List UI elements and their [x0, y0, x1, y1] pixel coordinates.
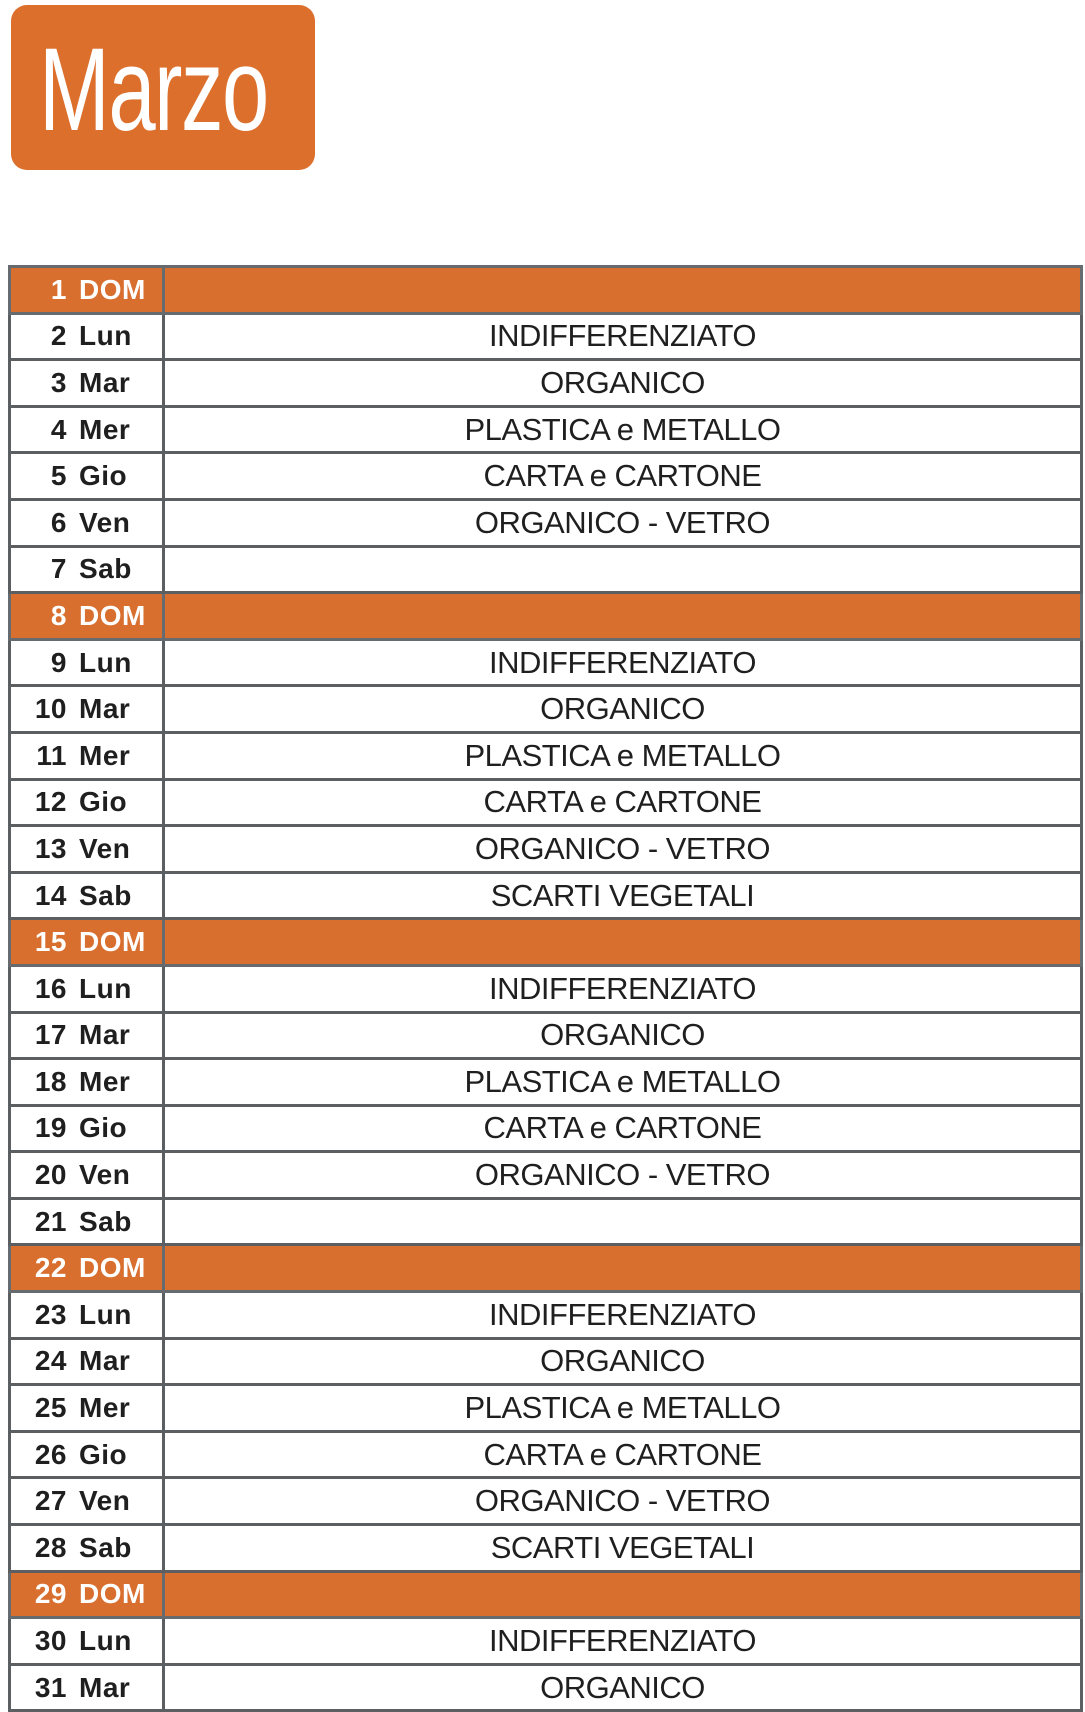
day-cell: [10, 1338, 164, 1385]
day-number: 11: [36, 739, 67, 771]
day-number: 25: [34, 1392, 67, 1424]
weekday-name: Mar: [79, 1345, 131, 1377]
calendar-row: [10, 1012, 1082, 1059]
calendar-row: [10, 779, 1082, 826]
day-cell: [10, 826, 164, 873]
collection-service: [164, 267, 1082, 314]
day-cell: [10, 732, 164, 779]
day-number: 27: [34, 1485, 67, 1517]
collection-service: PLASTICA e METALLO: [164, 1385, 1082, 1432]
collection-service: ORGANICO: [164, 1664, 1082, 1711]
calendar-row-sunday: [10, 593, 1082, 640]
day-cell: [10, 872, 164, 919]
day-label: [11, 1526, 162, 1570]
weekday-name: Gio: [79, 460, 128, 492]
day-cell: [10, 1571, 164, 1618]
calendar-row: [10, 406, 1082, 453]
day-number: 10: [34, 693, 67, 725]
day-cell: [10, 1245, 164, 1292]
day-number: 30: [34, 1625, 67, 1657]
day-number: 19: [34, 1112, 67, 1144]
weekday-name: Lun: [79, 1298, 132, 1330]
weekday-name: Mer: [79, 413, 131, 445]
day-number: 28: [34, 1531, 67, 1563]
calendar-row-sunday: [10, 919, 1082, 966]
collection-service: [164, 546, 1082, 593]
collection-service: PLASTICA e METALLO: [164, 732, 1082, 779]
day-cell: [10, 686, 164, 733]
day-cell: [10, 1478, 164, 1525]
calendar-row: [10, 453, 1082, 500]
calendar-row: [10, 1385, 1082, 1432]
day-cell: [10, 1292, 164, 1339]
collection-service: ORGANICO: [164, 1338, 1082, 1385]
collection-service: INDIFFERENZIATO: [164, 313, 1082, 360]
collection-service: [164, 1198, 1082, 1245]
weekday-name: Ven: [79, 1159, 131, 1191]
collection-service: [164, 1245, 1082, 1292]
day-number: 16: [34, 972, 67, 1004]
weekday-name: Ven: [79, 506, 131, 538]
day-number: 23: [34, 1298, 67, 1330]
weekday-name: Mar: [79, 1671, 131, 1703]
day-number: 3: [50, 366, 67, 398]
day-cell: [10, 1664, 164, 1711]
day-label: [11, 1340, 162, 1384]
day-label: [11, 501, 162, 545]
calendar-row: [10, 1152, 1082, 1199]
weekday-name: Lun: [79, 646, 132, 678]
day-cell: [10, 453, 164, 500]
calendar-row: [10, 1338, 1082, 1385]
day-label: [11, 781, 162, 825]
calendar-row: [10, 1525, 1082, 1572]
calendar-row: [10, 546, 1082, 593]
weekday-name: Mar: [79, 1019, 131, 1051]
collection-calendar-table: [8, 265, 1083, 1712]
day-label: [11, 548, 162, 592]
collection-service: CARTA e CARTONE: [164, 1431, 1082, 1478]
calendar-row-sunday: [10, 267, 1082, 314]
collection-service: ORGANICO - VETRO: [164, 499, 1082, 546]
day-number: 21: [34, 1205, 67, 1237]
calendar-row: [10, 360, 1082, 407]
calendar-row: [10, 686, 1082, 733]
weekday-name: Lun: [79, 320, 132, 352]
calendar-row: [10, 639, 1082, 686]
day-number: 26: [34, 1438, 67, 1470]
day-number: 9: [50, 646, 67, 678]
day-cell: [10, 919, 164, 966]
day-label: [11, 920, 162, 964]
calendar-row: [10, 499, 1082, 546]
day-number: 17: [34, 1019, 67, 1051]
day-label: [11, 1060, 162, 1104]
calendar-row: [10, 1431, 1082, 1478]
day-label: [11, 268, 162, 312]
day-label: [11, 1014, 162, 1058]
weekday-name: Lun: [79, 972, 132, 1004]
day-number: 1: [50, 273, 67, 305]
day-number: 31: [34, 1671, 67, 1703]
day-cell: [10, 313, 164, 360]
calendar-row: [10, 1618, 1082, 1665]
day-cell: [10, 1525, 164, 1572]
weekday-name: Mer: [79, 739, 131, 771]
day-number: 12: [34, 786, 67, 818]
weekday-name: Sab: [79, 879, 132, 911]
day-number: 7: [50, 553, 67, 585]
day-cell: [10, 1059, 164, 1106]
day-label: [11, 408, 162, 452]
collection-service: ORGANICO - VETRO: [164, 1478, 1082, 1525]
day-number: 6: [50, 506, 67, 538]
collection-service: CARTA e CARTONE: [164, 779, 1082, 826]
collection-service: CARTA e CARTONE: [164, 453, 1082, 500]
calendar-row: [10, 1292, 1082, 1339]
weekday-name: Gio: [79, 786, 128, 818]
day-cell: [10, 1618, 164, 1665]
day-cell: [10, 360, 164, 407]
weekday-name: DOM: [79, 599, 146, 631]
day-label: [11, 315, 162, 359]
collection-service: INDIFFERENZIATO: [164, 1618, 1082, 1665]
collection-service: INDIFFERENZIATO: [164, 965, 1082, 1012]
collection-service: ORGANICO: [164, 360, 1082, 407]
day-cell: [10, 1152, 164, 1199]
day-cell: [10, 406, 164, 453]
weekday-name: Gio: [79, 1438, 128, 1470]
day-label: [11, 1293, 162, 1337]
day-label: [11, 1386, 162, 1430]
day-label: [11, 1479, 162, 1523]
weekday-name: DOM: [79, 1578, 146, 1610]
calendar-row: [10, 872, 1082, 919]
day-cell: [10, 639, 164, 686]
day-number: 18: [34, 1065, 67, 1097]
day-label: [11, 361, 162, 405]
day-number: 15: [34, 926, 67, 958]
calendar-row: [10, 826, 1082, 873]
day-label: [11, 1107, 162, 1151]
day-label: [11, 594, 162, 638]
day-cell: [10, 1385, 164, 1432]
weekday-name: Ven: [79, 1485, 131, 1517]
collection-service: INDIFFERENZIATO: [164, 1292, 1082, 1339]
collection-service: PLASTICA e METALLO: [164, 406, 1082, 453]
weekday-name: Ven: [79, 832, 131, 864]
calendar-row-sunday: [10, 1245, 1082, 1292]
collection-service: [164, 593, 1082, 640]
day-number: 8: [50, 599, 67, 631]
calendar-table-body: [10, 267, 1082, 1711]
weekday-name: Sab: [79, 1531, 132, 1563]
day-label: [11, 827, 162, 871]
day-label: [11, 1153, 162, 1197]
calendar-row: [10, 313, 1082, 360]
calendar-row: [10, 1478, 1082, 1525]
day-cell: [10, 1012, 164, 1059]
calendar-row: [10, 1059, 1082, 1106]
collection-service: ORGANICO - VETRO: [164, 826, 1082, 873]
month-title-badge: [11, 5, 315, 170]
day-label: [11, 687, 162, 731]
calendar-row: [10, 732, 1082, 779]
month-title: Marzo: [39, 24, 268, 156]
collection-service: PLASTICA e METALLO: [164, 1059, 1082, 1106]
collection-service: SCARTI VEGETALI: [164, 872, 1082, 919]
weekday-name: DOM: [79, 926, 146, 958]
day-number: 4: [50, 413, 67, 445]
day-cell: [10, 1105, 164, 1152]
weekday-name: Sab: [79, 1205, 132, 1237]
collection-service: ORGANICO - VETRO: [164, 1152, 1082, 1199]
calendar-row: [10, 1198, 1082, 1245]
weekday-name: Sab: [79, 553, 132, 585]
day-number: 20: [34, 1159, 67, 1191]
collection-service: SCARTI VEGETALI: [164, 1525, 1082, 1572]
collection-service: ORGANICO: [164, 686, 1082, 733]
day-label: [11, 1246, 162, 1290]
weekday-name: Mer: [79, 1065, 131, 1097]
day-cell: [10, 779, 164, 826]
day-number: 2: [50, 320, 67, 352]
collection-service: ORGANICO: [164, 1012, 1082, 1059]
day-number: 5: [50, 460, 67, 492]
weekday-name: Mar: [79, 693, 131, 725]
day-number: 14: [34, 879, 67, 911]
day-number: 29: [34, 1578, 67, 1610]
day-label: [11, 1433, 162, 1477]
day-cell: [10, 965, 164, 1012]
day-label: [11, 1666, 162, 1710]
day-label: [11, 734, 162, 778]
day-cell: [10, 593, 164, 640]
day-label: [11, 1619, 162, 1663]
calendar-row: [10, 1105, 1082, 1152]
day-cell: [10, 546, 164, 593]
weekday-name: Mar: [79, 366, 131, 398]
weekday-name: DOM: [79, 273, 146, 305]
day-label: [11, 874, 162, 918]
day-number: 13: [34, 832, 67, 864]
collection-service: [164, 1571, 1082, 1618]
weekday-name: Lun: [79, 1625, 132, 1657]
day-number: 24: [34, 1345, 67, 1377]
day-cell: [10, 267, 164, 314]
calendar-row: [10, 1664, 1082, 1711]
day-label: [11, 967, 162, 1011]
day-cell: [10, 499, 164, 546]
calendar-row: [10, 965, 1082, 1012]
day-number: 22: [34, 1252, 67, 1284]
day-label: [11, 1573, 162, 1617]
weekday-name: Mer: [79, 1392, 131, 1424]
weekday-name: DOM: [79, 1252, 146, 1284]
calendar-row-sunday: [10, 1571, 1082, 1618]
day-label: [11, 641, 162, 685]
day-cell: [10, 1431, 164, 1478]
day-label: [11, 454, 162, 498]
collection-service: INDIFFERENZIATO: [164, 639, 1082, 686]
collection-service: CARTA e CARTONE: [164, 1105, 1082, 1152]
weekday-name: Gio: [79, 1112, 128, 1144]
day-cell: [10, 1198, 164, 1245]
day-label: [11, 1200, 162, 1244]
collection-service: [164, 919, 1082, 966]
